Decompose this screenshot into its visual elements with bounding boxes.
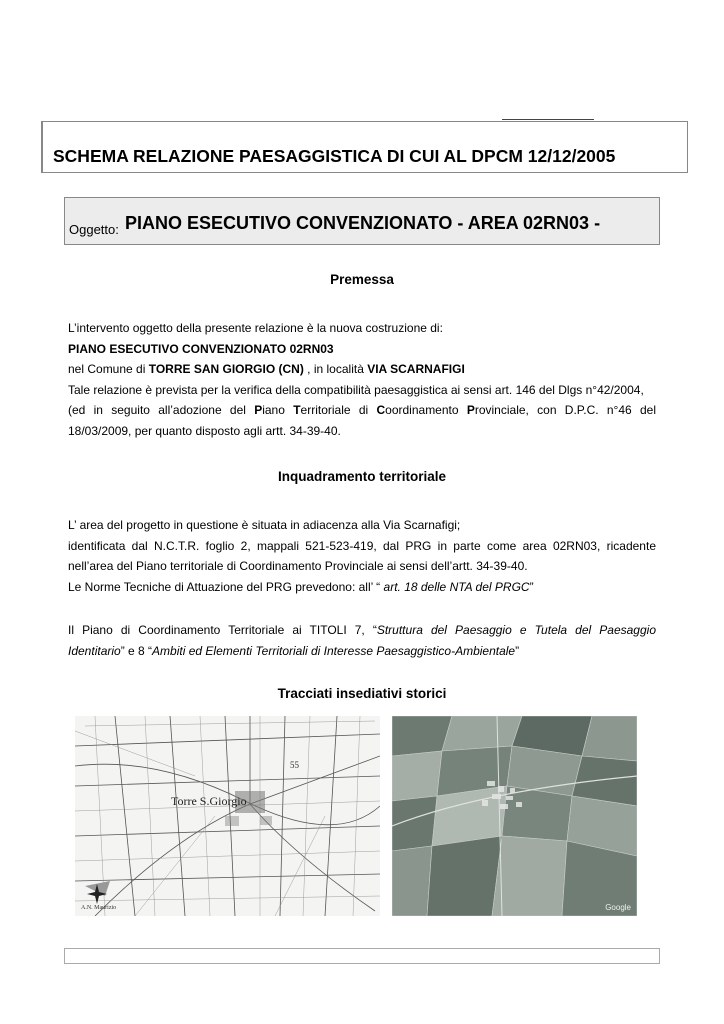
- map-label-north: A.N. Maurizio: [81, 905, 117, 911]
- premessa-line: 18/03/2009, per quanto disposto agli artt. 34-39-40.: [68, 423, 341, 438]
- premessa-line: (ed in seguito all’adozione del Piano Territoriale di Coordinamento Provinciale, con D.P.C. n°46 del: [68, 403, 656, 417]
- inquadramento-line: identificata dal N.C.T.R. foglio 2, mappali 521-523-419, dal PRG in parte come area 02RN03, ricadente: [68, 538, 656, 553]
- map-label-scale: 55: [290, 760, 299, 770]
- inquadramento-text: [68, 515, 656, 597]
- title-box: [41, 121, 688, 173]
- piano-line: Il Piano di Coordinamento Territoriale ai TITOLI 7, “Struttura del Paesaggio e Tutela del Paesaggio: [68, 623, 656, 637]
- inquadramento-line: Le Norme Tecniche di Attuazione del PRG prevedono: all’ “ art. 18 delle NTA del PRGC”: [68, 579, 534, 594]
- inquadramento-heading: Inquadramento territoriale: [277, 469, 447, 484]
- premessa-line: Tale relazione è prevista per la verifica della compatibilità paesaggistica ai sensi art. 146 del Dlgs n°42/2004,: [68, 382, 644, 397]
- piano-line: Identitario” e 8 “Ambiti ed Elementi Territoriali di Interesse Paesaggistico-Ambientale”: [68, 643, 520, 658]
- subject-value: PIANO ESECUTIVO CONVENZIONATO - AREA 02RN03 -: [125, 213, 601, 233]
- premessa-heading: Premessa: [330, 272, 394, 287]
- premessa-line: L’intervento oggetto della presente relazione è la nuova costruzione di:: [68, 321, 443, 335]
- premessa-line: nel Comune di TORRE SAN GIORGIO (CN) , in località VIA SCARNAFIGI: [68, 362, 465, 376]
- footer-box: [64, 948, 660, 964]
- subject-label: Oggetto:: [69, 222, 119, 237]
- map-label-town: Torre S.Giorgio: [171, 794, 247, 808]
- tracciati-heading: Tracciati insediativi storici: [277, 686, 447, 701]
- premessa-line: PIANO ESECUTIVO CONVENZIONATO 02RN03: [68, 341, 334, 356]
- aerial-photo-image: [392, 716, 637, 916]
- inquadramento-line: L’ area del progetto in questione è situata in adiacenza alla Via Scarnafigi;: [68, 518, 461, 532]
- document-title: SCHEMA RELAZIONE PAESAGGISTICA DI CUI AL DPCM 12/12/2005: [53, 146, 616, 166]
- subject-box: [64, 197, 660, 245]
- historical-map-image: [75, 716, 380, 916]
- inquadramento-line: nell’area del Piano territoriale di Coordinamento Provinciale ai sensi dell’artt. 34-39-40.: [68, 559, 528, 573]
- header-rule: [502, 119, 594, 120]
- premessa-text: [68, 318, 656, 441]
- photo-credit: Google: [605, 903, 631, 912]
- piano-text: [68, 620, 656, 661]
